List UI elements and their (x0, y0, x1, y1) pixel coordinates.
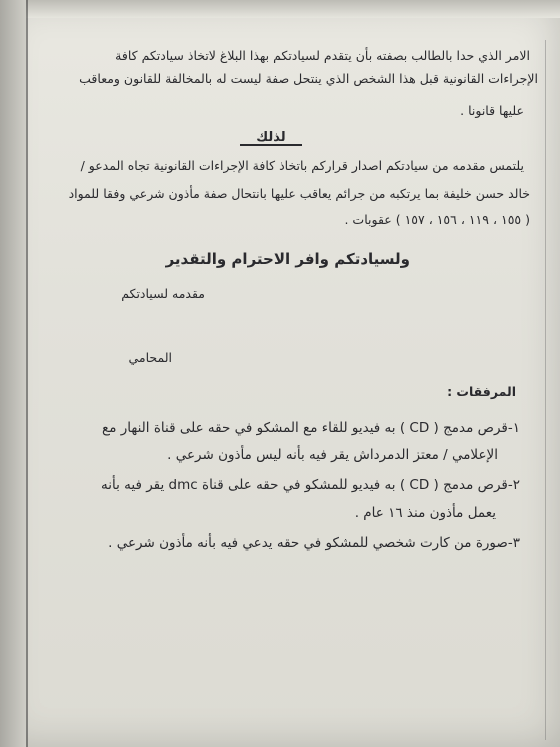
page-border-line (26, 0, 28, 747)
attachments-title: المرفقات : (447, 384, 516, 399)
closing-line: ولسيادتكم وافر الاحترام والتقدير (165, 250, 410, 268)
paragraph2-line2: خالد حسن خليفة بما يرتكبه من جرائم يعاقب عليها بانتحال صفة مأذون شرعي وفقا للمواد (68, 186, 530, 201)
page-top-fold (26, 0, 560, 18)
attachment-3-line1: ٣-صورة من كارت شخصي للمشكو في حقه يدعي فيه بأنه مأذون شرعي . (108, 535, 520, 551)
page-right-line (545, 40, 546, 740)
paragraph2-line3: ( ١٥٥ ، ١١٩ ، ١٥٦ ، ١٥٧ ) عقوبات . (344, 212, 530, 227)
paragraph1-line3: عليها قانونا . (460, 103, 524, 118)
heading-therefore: لذلك (240, 130, 302, 146)
paragraph1-line2: الإجراءات القانونية قبل هذا الشخص الذي ينتحل صفة ليست له بالمخالفة للقانون ومعاقب (79, 71, 538, 86)
attachment-1-line1: ١-قرص مدمج ( CD ) به فيديو للقاء مع المشكو في حقه على قناة النهار مع (102, 420, 520, 436)
paragraph1-line1: الامر الذي حدا بالطالب بصفته بأن يتقدم لسيادتكم بهذا البلاغ لاتخاذ سيادتكم كافة (115, 48, 530, 63)
attachment-1-line2: الإعلامي / معتز الدمرداش يقر فيه بأنه ليس مأذون شرعي . (167, 447, 498, 463)
attachment-2-line1: ٢-قرص مدمج ( CD ) به فيديو للمشكو في حقه على قناة dmc يقر فيه بأنه (101, 477, 520, 493)
lawyer-line: المحامي (128, 350, 172, 365)
attachment-2-line2: يعمل مأذون منذ ١٦ عام . (354, 505, 496, 521)
page-left-edge (0, 0, 26, 747)
submitter-line: مقدمه لسيادتكم (121, 286, 205, 301)
paragraph2-line1: يلتمس مقدمه من سيادتكم اصدار قراركم باتخاذ كافة الإجراءات القانونية تجاه المدعو / (80, 158, 524, 173)
